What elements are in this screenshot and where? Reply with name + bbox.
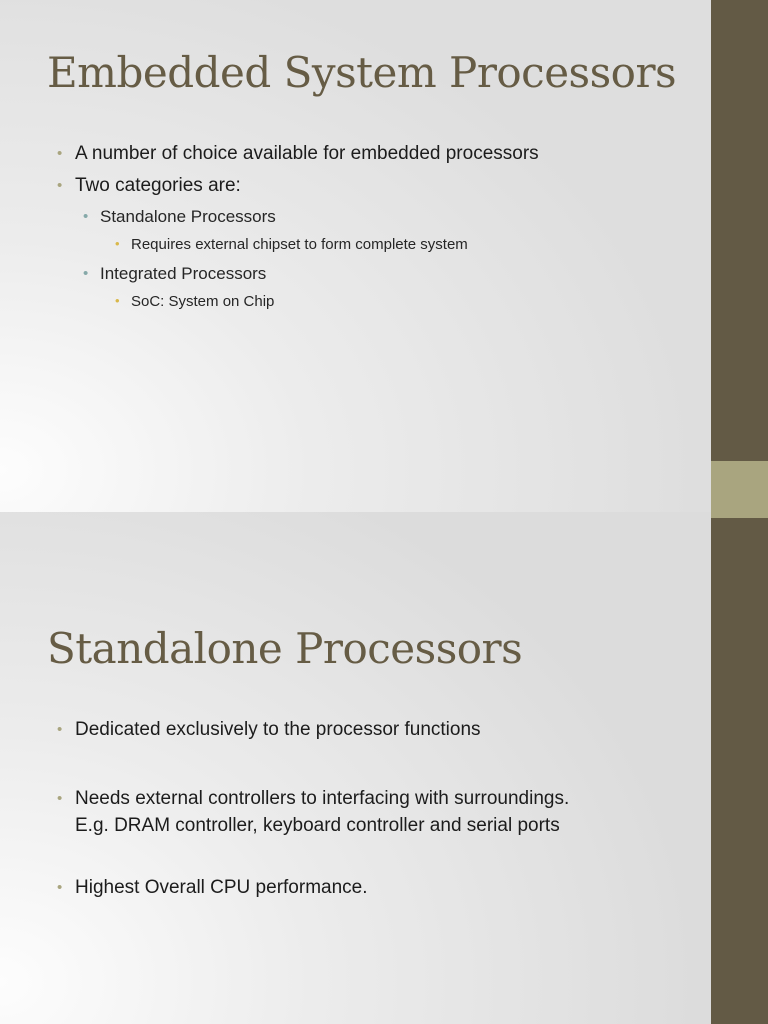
bullet-dot-icon: • (115, 293, 120, 308)
bullet-text: Requires external chipset to form complete system (131, 236, 468, 253)
bullet-item (57, 719, 481, 741)
sub-bullet-item (83, 264, 267, 284)
sub-bullet-item (83, 207, 276, 227)
bullet-dot-icon: • (57, 879, 63, 896)
bullet-dot-icon: • (57, 177, 63, 194)
slide-standalone-processors (0, 512, 711, 1024)
sub-sub-bullet-item (115, 236, 468, 253)
bullet-dot-icon: • (57, 721, 63, 738)
bullet-text: Standalone Processors (100, 207, 276, 226)
slide-title: Embedded System Processors (47, 48, 677, 97)
sub-sub-bullet-item (115, 293, 275, 310)
bullet-text: Needs external controllers to interfacing with surroundings. (75, 788, 570, 809)
bullet-dot-icon: • (57, 145, 63, 162)
slide-title: Standalone Processors (47, 624, 523, 673)
bullet-text: Highest Overall CPU performance. (75, 877, 368, 898)
bullet-text: Dedicated exclusively to the processor functions (75, 719, 481, 740)
bullet-item (57, 785, 570, 839)
side-accent-block (711, 461, 768, 518)
bullet-item (57, 175, 241, 197)
bullet-text: Integrated Processors (100, 264, 267, 283)
bullet-text: Two categories are: (75, 175, 241, 196)
bullet-dot-icon: • (83, 265, 89, 282)
bullet-dot-icon: • (57, 790, 63, 807)
bullet-text: A number of choice available for embedded processors (75, 143, 539, 164)
bullet-text: SoC: System on Chip (131, 293, 275, 310)
slide-embedded-system-processors (0, 0, 711, 512)
bullet-item (57, 143, 539, 165)
bullet-item (57, 877, 368, 899)
bullet-dot-icon: • (115, 236, 120, 251)
bullet-dot-icon: • (83, 208, 89, 225)
bullet-text-continued: E.g. DRAM controller, keyboard controller and serial ports (75, 815, 560, 836)
